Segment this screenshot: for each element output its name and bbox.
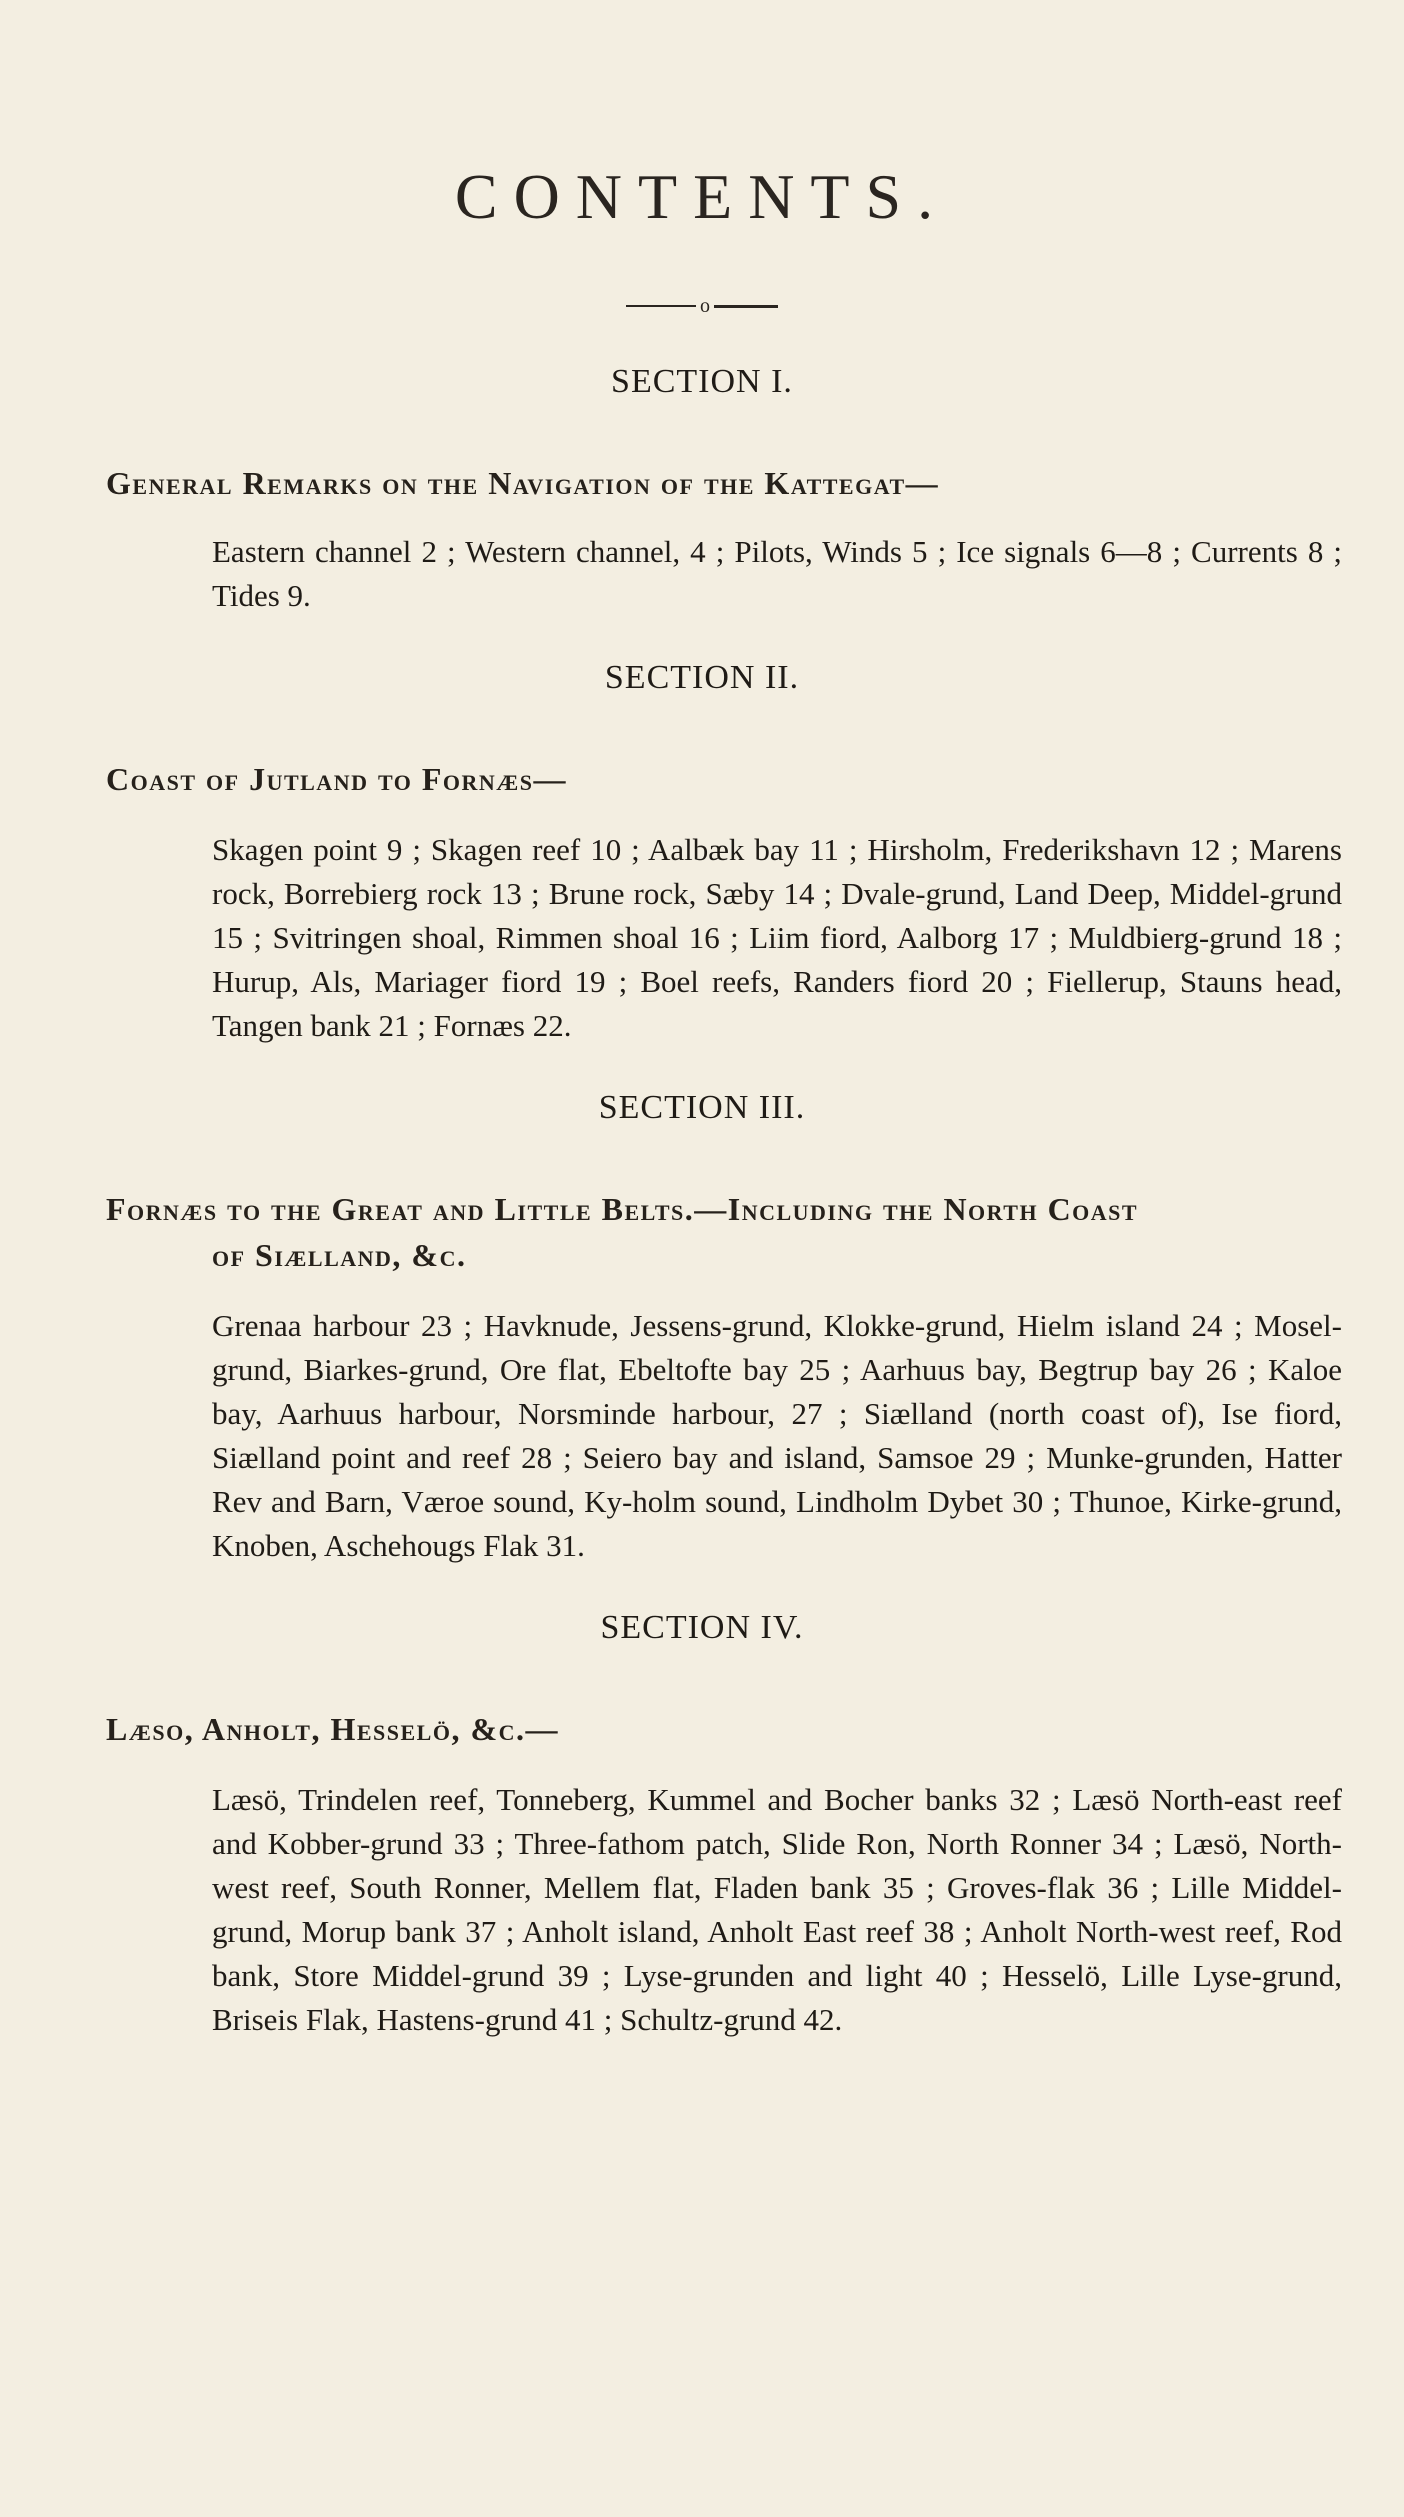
divider-ornament: o [700,295,710,317]
section-heading: SECTION II. [604,659,800,696]
divider-line-right [714,305,778,308]
section-1 [0,360,1404,618]
section-entries: Eastern channel 2 ; Western channel, 4 ; Pilots, Winds 5 ; Ice signals 6—8 ; Currents 8 ; Tides 9. [212,534,1342,613]
page-title: CONTENTS. [454,161,950,232]
section-3 [0,1086,1404,1568]
contents-list [0,360,1404,2080]
section-4 [0,1606,1404,2042]
section-heading: SECTION I. [611,363,793,400]
section-2 [0,656,1404,1048]
divider-line-left [626,305,696,307]
section-title: Læso, Anholt, Hesselö, &c.— [106,1711,560,1747]
section-title: General Remarks on the Navigation of the Kattegat— [106,465,940,501]
section-entries: Skagen point 9 ; Skagen reef 10 ; Aalbæk bay 11 ; Hirsholm, Frederikshavn 12 ; Marens rock, Borrebierg rock 13 ; Brune rock, Sæby 14 ; Dvale-grund, Land Deep, Middel-grund 15 ; Svitringen shoal, Rimmen shoal 16 ; Liim fiord, Aalborg 17 ; Muldbierg-grund 18 ; Hurup, Als, Mariager fiord 19 ; Boel reefs, Randers fiord 20 ; Fiellerup, Stauns head, Tangen bank 21 ; Fornæs 22. [212,832,1342,1043]
section-title [106,1186,1342,1278]
section-heading: SECTION IV. [600,1609,804,1646]
section-title-line: Fornæs to the Great and Little Belts.—Including the North Coast [106,1191,1139,1227]
title-divider [0,296,1404,316]
section-entries: Læsö, Trindelen reef, Tonneberg, Kummel and Bocher banks 32 ; Læsö North-east reef and Kobber-grund 33 ; Three-fathom patch, Slide Ron, North Ronner 34 ; Læsö, North-west reef, South Ronner, Mellem flat, Fladen bank 35 ; Groves-flak 36 ; Lille Middel-grund, Morup bank 37 ; Anholt island, Anholt East reef 38 ; Anholt North-west reef, Rod bank, Store Middel-grund 39 ; Lyse-grunden and light 40 ; Hesselö, Lille Lyse-grund, Briseis Flak, Hastens-grund 41 ; Schultz-grund 42. [212,1782,1342,2037]
section-heading: SECTION III. [598,1089,806,1126]
section-title: Coast of Jutland to Fornæs— [106,761,568,797]
section-entries: Grenaa harbour 23 ; Havknude, Jessens-grund, Klokke-grund, Hielm island 24 ; Mosel-grund, Biarkes-grund, Ore flat, Ebeltofte bay 25 ; Aarhuus bay, Begtrup bay 26 ; Kaloe bay, Aarhuus harbour, Norsminde harbour, 27 ; Siælland (north coast of), Ise fiord, Siælland point and reef 28 ; Seiero bay and island, Samsoe 29 ; Munke-grunden, Hatter Rev and Barn, Væroe sound, Ky-holm sound, Lindholm Dybet 30 ; Thunoe, Kirke-grund, Knoben, Aschehougs Flak 31. [212,1308,1342,1563]
section-title-continuation: of Siælland, &c. [212,1237,467,1273]
